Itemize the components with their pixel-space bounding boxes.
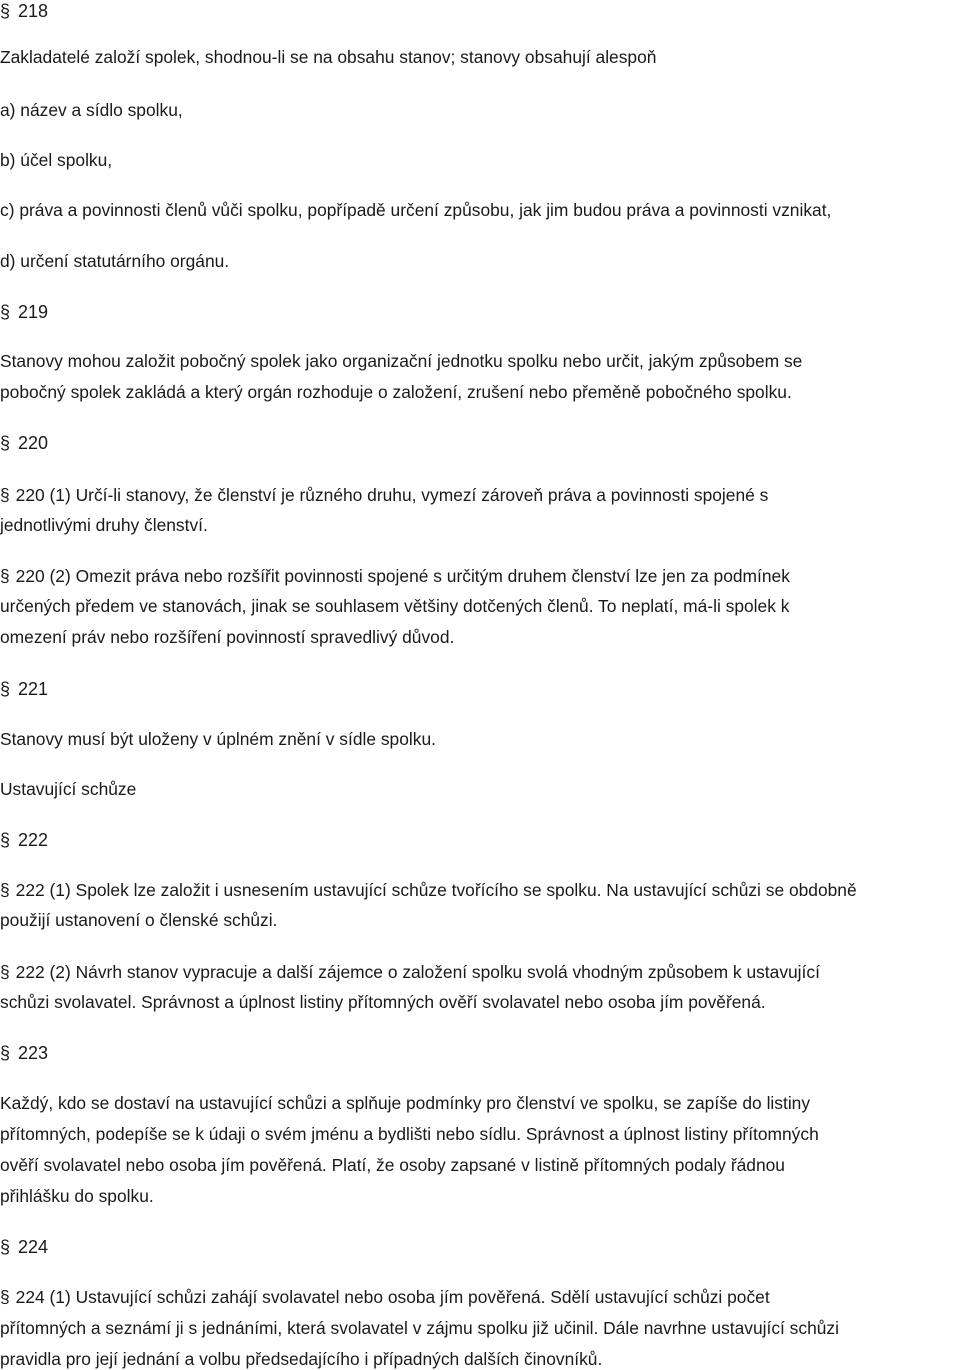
- paragraph-line: [0, 514, 208, 536]
- section-number: 224: [18, 1237, 49, 1257]
- section-number: 218: [18, 1, 49, 21]
- paragraph-line: [0, 99, 183, 121]
- paragraph-text: Stanovy musí být uloženy v úplném znění v sídle spolku.: [0, 729, 436, 749]
- paragraph-line: [0, 1123, 819, 1145]
- paragraph-line: [0, 565, 790, 587]
- paragraph-text: 220 (2) Omezit práva nebo rozšířit povinnosti spojené s určitým druhem členství lze jen za podmínek: [15, 566, 790, 586]
- paragraph-text: 220 (1) Určí-li stanovy, že členství je různého druhu, vymezí zároveň práva a povinnosti spojené s: [15, 485, 769, 505]
- paragraph-text: c) práva a povinnosti členů vůči spolku, popřípadě určení způsobu, jak jim budou práva a povinnosti vznikat,: [0, 200, 832, 220]
- section-number: 220: [18, 433, 49, 453]
- paragraph-line: [0, 484, 768, 506]
- paragraph-text: pobočný spolek zakládá a který orgán rozhoduje o založení, zrušení nebo přeměně pobočného spolku.: [0, 382, 792, 402]
- paragraph-text: 224 (1) Ustavující schůzi zahájí svolavatel nebo osoba jím pověřená. Sdělí ustavující schůzi počet: [15, 1287, 770, 1307]
- section-sign: §: [0, 679, 11, 699]
- paragraph-line: [0, 879, 857, 901]
- paragraph-text: přítomných a seznámí ji s jednáními, která svolavatel v zájmu spolku již učinil. Dále navrhne ustavující schůzi: [0, 1318, 839, 1338]
- paragraph-line: [0, 595, 789, 617]
- section-number: 222: [18, 830, 49, 850]
- paragraph-line: [0, 728, 436, 750]
- paragraph-text: určených předem ve stanovách, jinak se souhlasem většiny dotčených členů. To neplatí, má-li spolek k: [0, 596, 790, 616]
- paragraph-line: [0, 961, 820, 983]
- paragraph-text: d) určení statutárního orgánu.: [0, 251, 230, 271]
- section-sign: §: [0, 485, 10, 505]
- paragraph-line: [0, 1348, 602, 1370]
- paragraph-text: schůzi svolavatel. Správnost a úplnost listiny přítomných ověří svolavatel nebo osoba jím pověřená.: [0, 992, 766, 1012]
- paragraph-text: přítomných, podepíše se k údaji o svém jménu a bydlišti nebo sídlu. Správnost a úplnost listiny přítomných: [0, 1124, 819, 1144]
- section-sign: §: [0, 1237, 11, 1257]
- paragraph-text: Ustavující schůze: [0, 779, 137, 799]
- paragraph-line: [0, 350, 802, 372]
- section-sign: §: [0, 830, 11, 850]
- paragraph-text: b) účel spolku,: [0, 150, 113, 170]
- paragraph-text: a) název a sídlo spolku,: [0, 100, 183, 120]
- paragraph-line: [0, 1154, 785, 1176]
- section-sign: §: [0, 566, 10, 586]
- section-heading-221: [0, 678, 48, 700]
- paragraph-text: Zakladatelé založí spolek, shodnou-li se na obsahu stanov; stanovy obsahují alespoň: [0, 47, 657, 67]
- paragraph-text: omezení práv nebo rozšíření povinností spravedlivý důvod.: [0, 627, 455, 647]
- paragraph-line: [0, 909, 277, 931]
- section-heading-220: [0, 432, 48, 454]
- paragraph-line: [0, 1286, 770, 1308]
- section-sign: §: [0, 433, 11, 453]
- paragraph-text: Stanovy mohou založit pobočný spolek jako organizační jednotku spolku nebo určit, jakým způsobem se: [0, 351, 803, 371]
- section-sign: §: [0, 1, 11, 21]
- paragraph-line: [0, 1317, 839, 1339]
- paragraph-line: [0, 149, 112, 171]
- section-sign: §: [0, 962, 10, 982]
- section-heading-223: [0, 1042, 48, 1064]
- section-sign: §: [0, 1287, 10, 1307]
- section-number: 219: [18, 302, 49, 322]
- paragraph-line: [0, 46, 656, 68]
- section-number: 223: [18, 1043, 49, 1063]
- paragraph-text: ověří svolavatel nebo osoba jím pověřená. Platí, že osoby zapsané v listině přítomných podaly řádnou: [0, 1155, 785, 1175]
- paragraph-line: [0, 991, 766, 1013]
- paragraph-line: [0, 199, 831, 221]
- section-heading-222: [0, 829, 48, 851]
- section-heading-219: [0, 301, 48, 323]
- paragraph-line: [0, 1185, 154, 1207]
- paragraph-text: použijí ustanovení o členské schůzi.: [0, 910, 278, 930]
- paragraph-text: přihlášku do spolku.: [0, 1186, 154, 1206]
- paragraph-line: [0, 381, 792, 403]
- section-sign: §: [0, 880, 10, 900]
- section-heading-224: [0, 1236, 48, 1258]
- paragraph-line: [0, 778, 136, 800]
- paragraph-text: 222 (1) Spolek lze založit i usnesením ustavující schůze tvořícího se spolku. Na ustavující schůzi se obdobně: [15, 880, 857, 900]
- paragraph-text: Každý, kdo se dostaví na ustavující schůzi a splňuje podmínky pro členství ve spolku, se zapíše do listiny: [0, 1093, 811, 1113]
- paragraph-line: [0, 250, 229, 272]
- section-sign: §: [0, 302, 11, 322]
- paragraph-line: [0, 626, 454, 648]
- section-number: 221: [18, 679, 49, 699]
- paragraph-line: [0, 1092, 810, 1114]
- paragraph-text: pravidla pro její jednání a volbu předsedajícího i případných dalších činovníků.: [0, 1349, 603, 1369]
- paragraph-text: 222 (2) Návrh stanov vypracuje a další zájemce o založení spolku svolá vhodným způsobem k ustavující: [15, 962, 820, 982]
- section-heading-218: [0, 0, 48, 22]
- paragraph-text: jednotlivými druhy členství.: [0, 515, 208, 535]
- section-sign: §: [0, 1043, 11, 1063]
